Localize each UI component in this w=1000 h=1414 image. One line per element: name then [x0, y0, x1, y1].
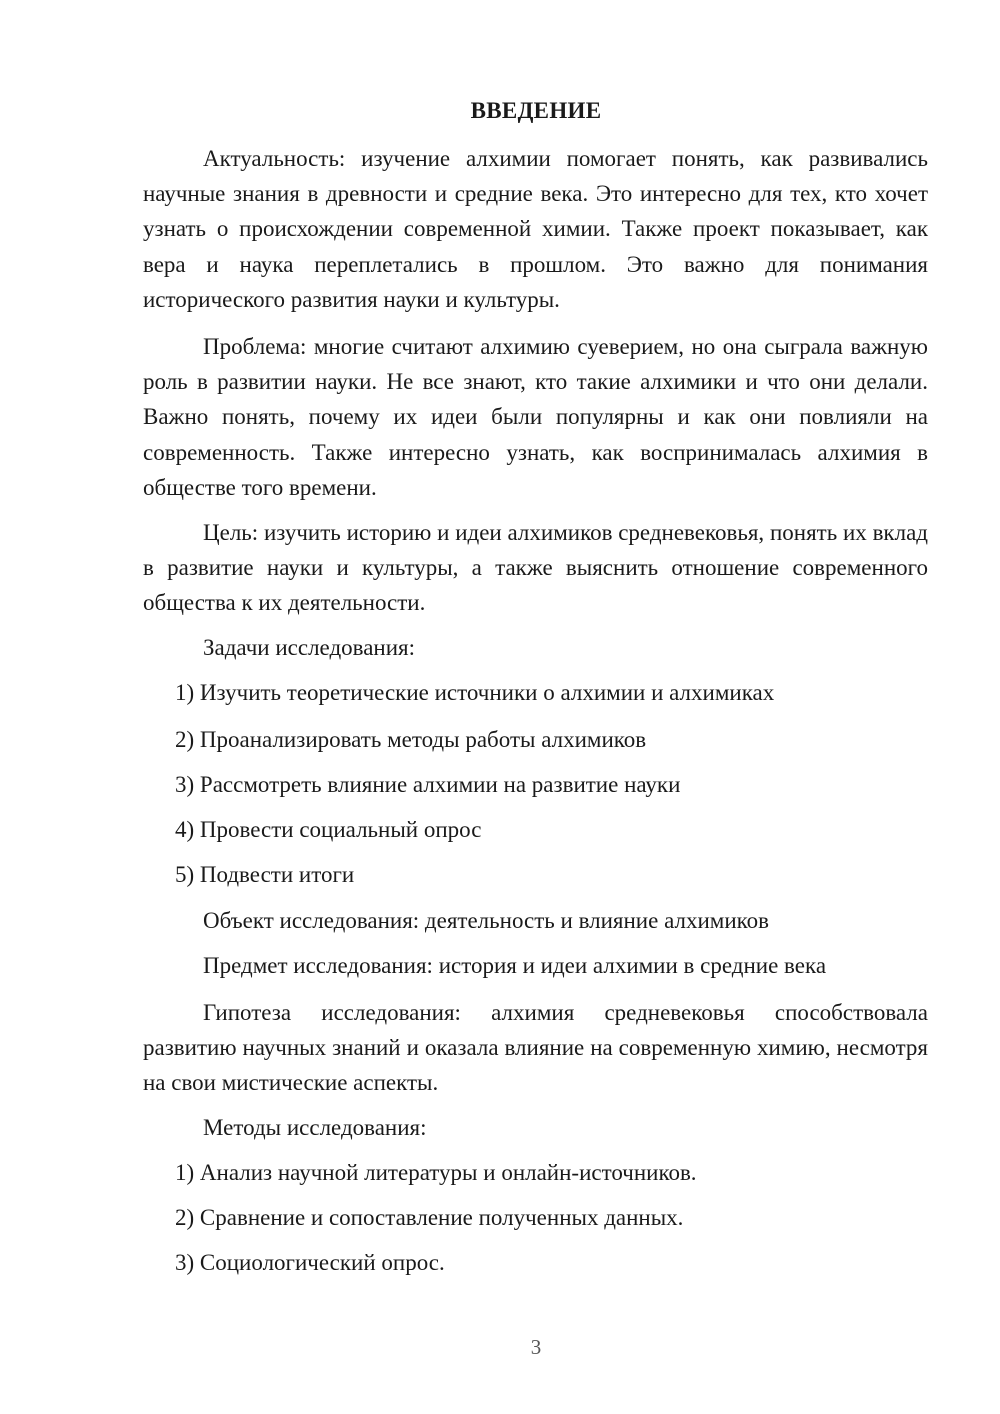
method-item-1: 1) Анализ научной литературы и онлайн-источников. [175, 1160, 697, 1185]
page-title: ВВЕДЕНИЕ [470, 98, 602, 123]
methods-heading: Методы исследования: [203, 1115, 427, 1140]
task-item-2: 2) Проанализировать методы работы алхимиков [175, 727, 647, 752]
hypothesis-paragraph: Гипотеза исследования: алхимия средневековья способствовала развитию научных знаний и оказала влияние на современную химию, несмотря на свои мистические аспекты. [143, 1000, 928, 1096]
relevance-paragraph: Актуальность: изучение алхимии помогает понять, как развивались научные знания в древности и средние века. Это интересно для тех, кто хочет узнать о происхождении современной химии. Также проект показывает, как вера и наука переплетались в прошлом. Это важно для понимания исторического развития науки и культуры. [143, 146, 928, 312]
tasks-heading: Задачи исследования: [203, 635, 416, 660]
research-object: Объект исследования: деятельность и влияние алхимиков [203, 908, 770, 933]
task-item-5: 5) Подвести итоги [175, 862, 355, 887]
page-number: 3 [530, 1335, 542, 1359]
method-item-3: 3) Социологический опрос. [175, 1250, 445, 1275]
method-item-2: 2) Сравнение и сопоставление полученных данных. [175, 1205, 684, 1230]
task-item-3: 3) Рассмотреть влияние алхимии на развитие науки [175, 772, 681, 797]
research-subject: Предмет исследования: история и идеи алхимии в средние века [203, 953, 827, 978]
task-item-1: 1) Изучить теоретические источники о алхимии и алхимиках [175, 680, 775, 705]
goal-paragraph: Цель: изучить историю и идеи алхимиков средневековья, понять их вклад в развитие науки и культуры, а также выяснить отношение современного общества к их деятельности. [143, 520, 928, 616]
problem-paragraph: Проблема: многие считают алхимию суеверием, но она сыграла важную роль в развитии науки. Не все знают, кто такие алхимики и что они делали. Важно понять, почему их идеи были популярны и как они повлияли на современность. Также интересно узнать, как воспринималась алхимия в обществе того времени. [143, 334, 928, 500]
task-item-4: 4) Провести социальный опрос [175, 817, 482, 842]
